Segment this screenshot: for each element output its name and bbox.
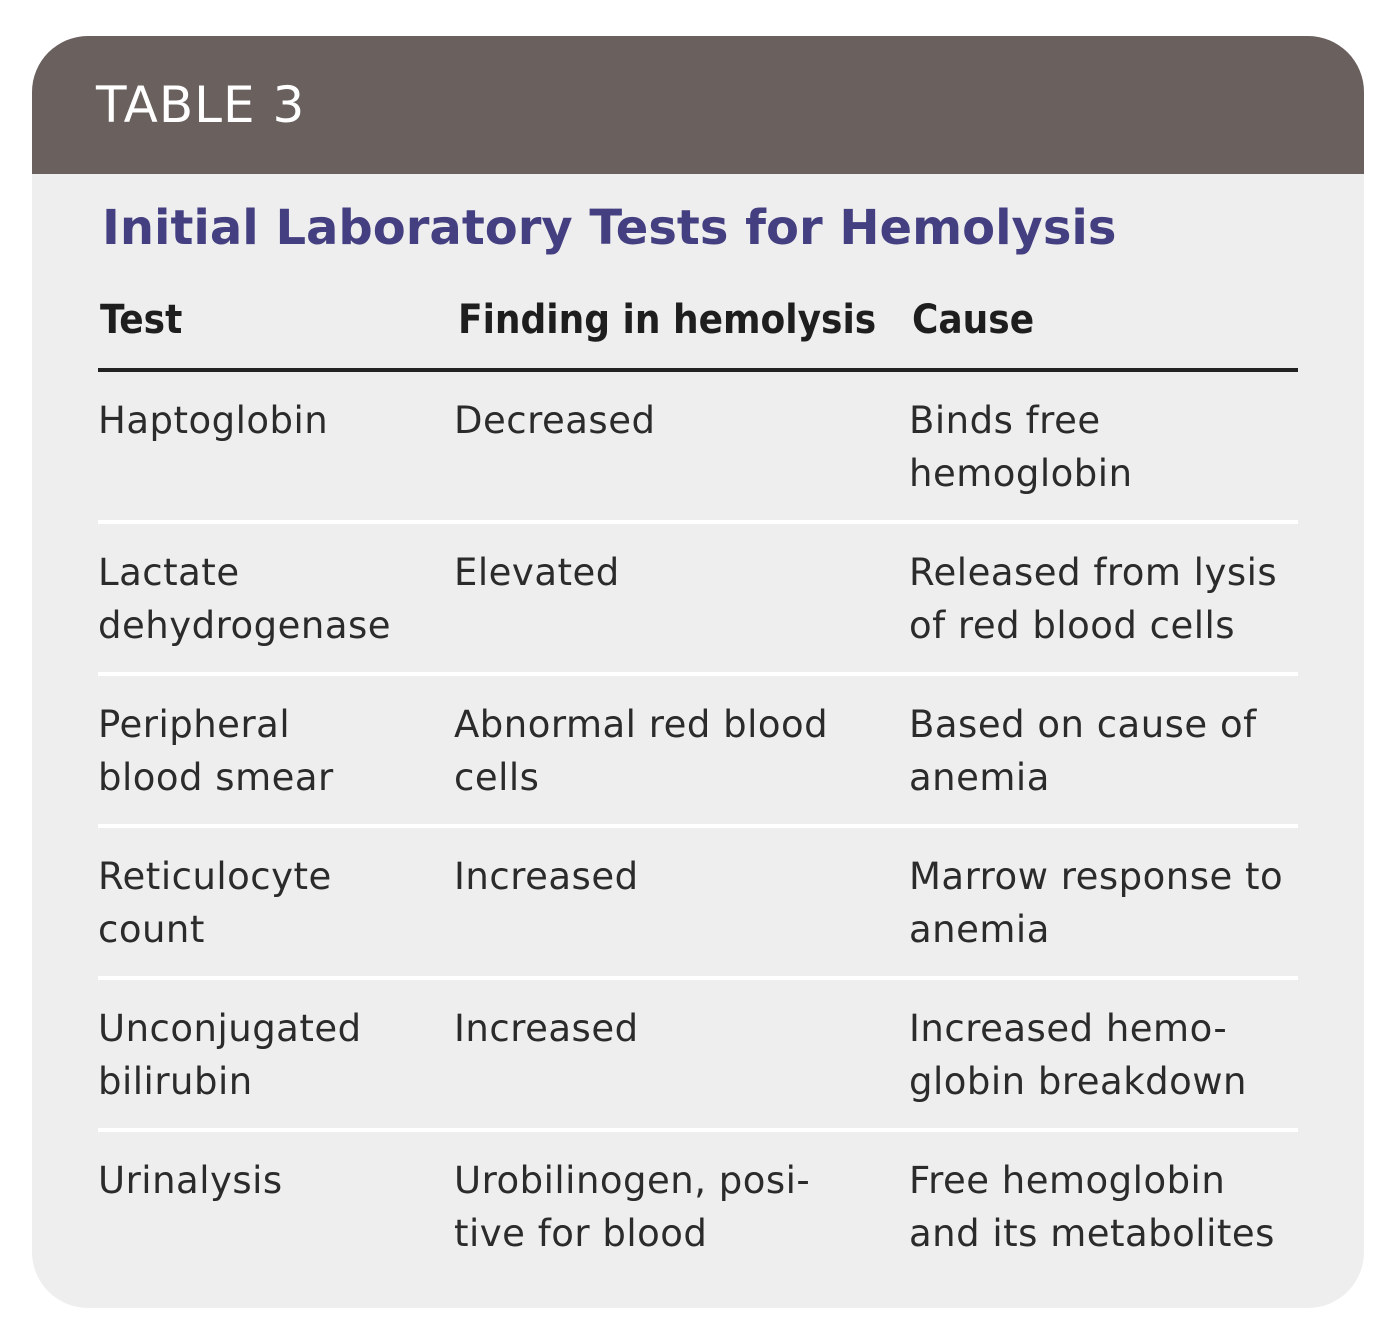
cell-line: Haptoglobin xyxy=(98,399,329,442)
table-row xyxy=(98,1132,1298,1280)
cell-cause xyxy=(909,546,1304,652)
cell-line: dehydrogenase xyxy=(98,604,392,647)
table-number: TABLE 3 xyxy=(96,76,306,134)
cell-line: Lactate xyxy=(98,551,240,594)
cell-finding xyxy=(454,1154,894,1260)
cell-finding xyxy=(454,1002,894,1055)
cell-line: Reticulocyte xyxy=(98,855,332,898)
cell-test xyxy=(98,1002,438,1108)
cell-line: hemoglobin xyxy=(909,452,1133,495)
cell-line: Based on cause of xyxy=(909,703,1257,746)
cell-line: anemia xyxy=(909,908,1050,951)
cell-line: blood smear xyxy=(98,756,334,799)
cell-line: Elevated xyxy=(454,551,620,594)
column-header-test: Test xyxy=(100,297,183,343)
table-row xyxy=(98,828,1298,980)
table-card xyxy=(32,36,1364,1308)
cell-line: Free hemoglobin xyxy=(909,1159,1226,1202)
cell-line: Urinalysis xyxy=(98,1159,283,1202)
column-header-finding: Finding in hemolysis xyxy=(458,297,877,343)
cell-line: Marrow response to xyxy=(909,855,1284,898)
cell-line: Increased xyxy=(454,855,639,898)
table-title: Initial Laboratory Tests for Hemolysis xyxy=(102,200,1117,256)
table-row xyxy=(98,980,1298,1132)
table-header-row xyxy=(98,292,1298,372)
cell-line: anemia xyxy=(909,756,1050,799)
cell-test xyxy=(98,698,438,804)
cell-line: Released from lysis xyxy=(909,551,1278,594)
cell-finding xyxy=(454,698,894,804)
cell-finding xyxy=(454,546,894,599)
cell-test xyxy=(98,850,438,956)
cell-cause xyxy=(909,1002,1304,1108)
cell-line: bilirubin xyxy=(98,1060,253,1103)
cell-line: of red blood cells xyxy=(909,604,1236,647)
cell-line: Binds free xyxy=(909,399,1101,442)
cell-line: Urobilinogen, posi- xyxy=(454,1159,811,1202)
cell-line: Abnormal red blood xyxy=(454,703,829,746)
cell-finding xyxy=(454,850,894,903)
cell-line: Unconjugated xyxy=(98,1007,362,1050)
cell-line: Increased xyxy=(454,1007,639,1050)
cell-cause xyxy=(909,698,1304,804)
cell-finding xyxy=(454,394,894,447)
column-header-cause: Cause xyxy=(912,297,1035,343)
cell-line: and its metabolites xyxy=(909,1212,1275,1255)
table-header-bar xyxy=(32,36,1364,174)
cell-cause xyxy=(909,850,1304,956)
table-body xyxy=(98,372,1298,1280)
cell-line: globin breakdown xyxy=(909,1060,1247,1103)
cell-test xyxy=(98,1154,438,1207)
cell-line: Decreased xyxy=(454,399,656,442)
table-row xyxy=(98,676,1298,828)
cell-cause xyxy=(909,1154,1304,1260)
cell-line: tive for blood xyxy=(454,1212,708,1255)
table-row xyxy=(98,372,1298,524)
cell-line: Peripheral xyxy=(98,703,291,746)
cell-line: cells xyxy=(454,756,540,799)
cell-test xyxy=(98,394,438,447)
cell-line: count xyxy=(98,908,205,951)
lab-tests-table xyxy=(98,292,1298,1280)
cell-line: Increased hemo- xyxy=(909,1007,1228,1050)
cell-test xyxy=(98,546,438,652)
cell-cause xyxy=(909,394,1304,500)
table-row xyxy=(98,524,1298,676)
